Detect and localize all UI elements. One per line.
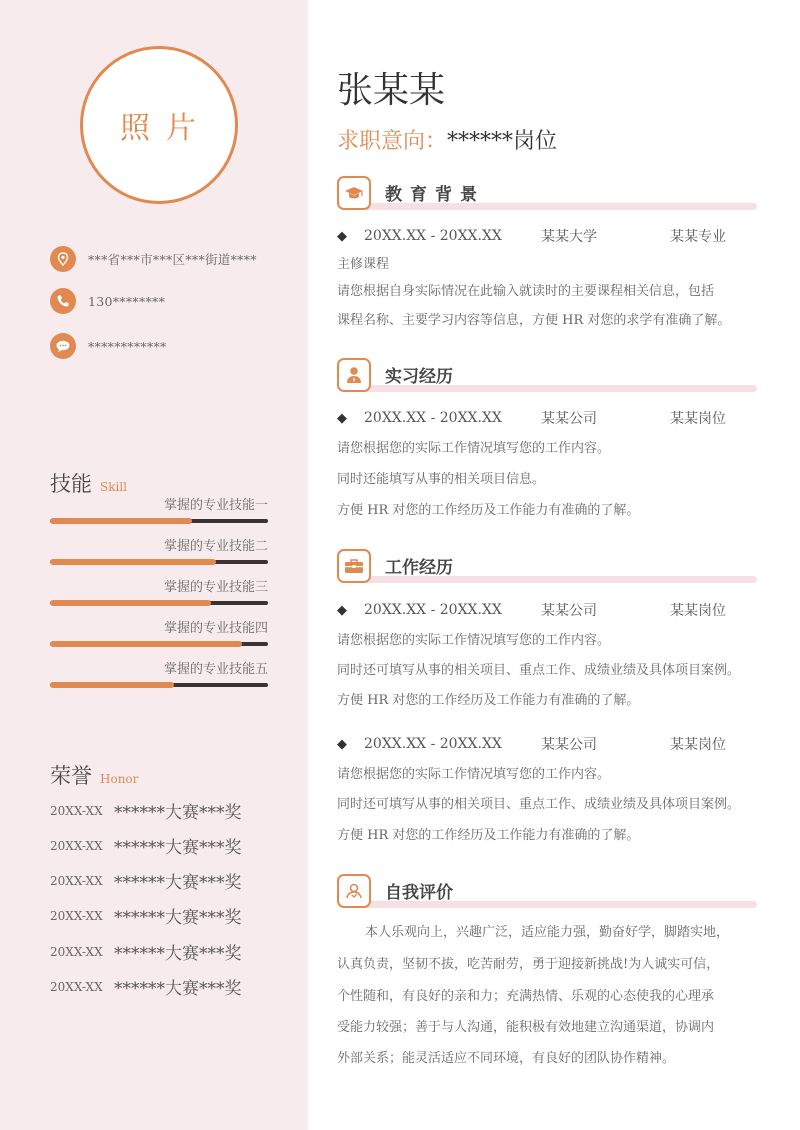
honor-item <box>50 798 242 823</box>
contact-phone-text: 130******** <box>88 293 166 309</box>
location-icon <box>50 246 76 272</box>
honor-name: ******大赛***奖 <box>114 838 242 858</box>
honor-date: 20XX-XX <box>50 944 103 959</box>
education-major: 某某专业 <box>670 229 726 245</box>
honor-date: 20XX-XX <box>50 979 103 994</box>
self-eval-line: 受能力较强；善于与人沟通，能积极有效地建立沟通渠道，协调内 <box>337 1020 715 1035</box>
contact-address-text: ***省***市***区***街道**** <box>88 252 257 267</box>
skill-label: 掌握的专业技能二 <box>163 539 268 554</box>
diamond-bullet-icon: ◆ <box>337 228 347 244</box>
skill-bar <box>50 642 268 646</box>
self-eval-line: 认真负责，坚韧不拔，吃苦耐劳，勇于迎接新挑战!为人诚实可信， <box>337 957 720 972</box>
contact-chat <box>50 333 167 359</box>
education-line: 课程名称、主要学习内容等信息，方便 HR 对您的求学有准确了解。 <box>337 313 731 328</box>
diamond-bullet-icon: ◆ <box>337 410 347 426</box>
skill-bar <box>50 519 268 523</box>
honor-title-en: Honor <box>100 772 139 786</box>
self-eval-line: 本人乐观向上，兴趣广泛，适应能力强，勤奋好学，脚踏实地， <box>365 925 730 940</box>
skills-title-en: Skill <box>100 480 128 494</box>
self-eval-title: 自我评价 <box>385 883 453 903</box>
skills-heading <box>50 468 127 498</box>
contact-chat-text: ************ <box>88 338 167 354</box>
education-period: 20XX.XX - 20XX.XX <box>364 228 502 244</box>
honor-date: 20XX-XX <box>50 838 103 853</box>
work-header <box>337 549 757 589</box>
skill-item <box>50 497 268 523</box>
skill-bar <box>50 560 268 564</box>
internship-company: 某某公司 <box>541 411 597 427</box>
honor-item <box>50 868 242 893</box>
skill-item <box>50 661 268 687</box>
internship-header <box>337 358 757 398</box>
job-intent-value: ******岗位 <box>447 129 558 154</box>
skills-title: 技能 <box>50 472 92 496</box>
internship-line: 方便 HR 对您的工作经历及工作能力有准确的了解。 <box>337 503 640 518</box>
education-row <box>337 226 726 246</box>
education-line: 请您根据自身实际情况在此输入就读时的主要课程相关信息，包括 <box>337 284 715 299</box>
contact-phone <box>50 288 165 314</box>
self-eval-header <box>337 874 757 914</box>
honor-item <box>50 939 242 964</box>
skill-item <box>50 579 268 605</box>
honor-date: 20XX-XX <box>50 803 103 818</box>
work-line: 方便 HR 对您的工作经历及工作能力有准确的了解。 <box>337 693 640 708</box>
honor-name: ******大赛***奖 <box>114 979 242 999</box>
self-eval-line: 个性随和，有良好的亲和力；充满热情、乐观的心态使我的心理承 <box>337 989 715 1004</box>
skill-label: 掌握的专业技能四 <box>163 621 268 636</box>
education-title: 教育背景 <box>385 185 485 205</box>
internship-row <box>337 408 726 428</box>
work-line: 请您根据您的实际工作情况填写您的工作内容。 <box>337 633 611 648</box>
honor-item <box>50 974 242 999</box>
work-company: 某某公司 <box>541 603 597 619</box>
job-intent <box>337 124 557 155</box>
education-course-label: 主修课程 <box>337 257 390 272</box>
job-intent-label: 求职意向： <box>337 129 448 154</box>
skill-bar-fill <box>50 600 211 606</box>
skill-item <box>50 538 268 564</box>
honor-item <box>50 833 242 858</box>
work-role: 某某岗位 <box>670 737 726 753</box>
work-row <box>337 734 726 754</box>
photo-placeholder: 照片 <box>80 46 238 204</box>
honor-title: 荣誉 <box>50 764 92 788</box>
honor-name: ******大赛***奖 <box>114 873 242 893</box>
honor-date: 20XX-XX <box>50 873 103 888</box>
skill-bar <box>50 601 268 605</box>
internship-title: 实习经历 <box>385 367 453 387</box>
work-line: 同时还可填写从事的相关项目、重点工作、成绩业绩及具体项目案例。 <box>337 663 741 678</box>
person-icon <box>337 358 371 392</box>
work-title: 工作经历 <box>385 558 453 578</box>
briefcase-icon <box>337 549 371 583</box>
sidebar <box>0 0 308 1130</box>
internship-period: 20XX.XX - 20XX.XX <box>364 410 502 426</box>
work-company: 某某公司 <box>541 737 597 753</box>
internship-role: 某某岗位 <box>670 411 726 427</box>
internship-line: 同时还能填写从事的相关项目信息。 <box>337 472 546 487</box>
skill-bar-fill <box>50 518 192 524</box>
work-role: 某某岗位 <box>670 603 726 619</box>
skill-label: 掌握的专业技能五 <box>163 662 268 677</box>
skill-bar-fill <box>50 641 242 647</box>
education-school: 某某大学 <box>541 229 597 245</box>
honor-name: ******大赛***奖 <box>114 908 242 928</box>
work-period: 20XX.XX - 20XX.XX <box>364 602 502 618</box>
skill-bar <box>50 683 268 687</box>
work-period: 20XX.XX - 20XX.XX <box>364 736 502 752</box>
skill-bar-fill <box>50 682 174 688</box>
honor-heading <box>50 760 138 790</box>
skill-bar-fill <box>50 559 216 565</box>
honor-date: 20XX-XX <box>50 908 103 923</box>
work-line: 方便 HR 对您的工作经历及工作能力有准确的了解。 <box>337 828 640 843</box>
work-row <box>337 600 726 620</box>
diamond-bullet-icon: ◆ <box>337 602 347 618</box>
honor-name: ******大赛***奖 <box>114 803 242 823</box>
education-header <box>337 176 757 216</box>
self-eval-icon <box>337 874 371 908</box>
graduation-cap-icon <box>337 176 371 210</box>
honor-item <box>50 903 242 928</box>
skill-label: 掌握的专业技能一 <box>163 498 268 513</box>
chat-icon <box>50 333 76 359</box>
candidate-name: 张某某 <box>337 70 446 111</box>
internship-line: 请您根据您的实际工作情况填写您的工作内容。 <box>337 441 611 456</box>
self-eval-line: 外部关系；能灵活适应不同环境，有良好的团队协作精神。 <box>337 1051 676 1066</box>
contact-address <box>50 246 257 272</box>
work-line: 请您根据您的实际工作情况填写您的工作内容。 <box>337 767 611 782</box>
work-line: 同时还可填写从事的相关项目、重点工作、成绩业绩及具体项目案例。 <box>337 797 741 812</box>
skill-item <box>50 620 268 646</box>
diamond-bullet-icon: ◆ <box>337 736 347 752</box>
honor-name: ******大赛***奖 <box>114 944 242 964</box>
phone-icon <box>50 288 76 314</box>
skill-label: 掌握的专业技能三 <box>163 580 268 595</box>
